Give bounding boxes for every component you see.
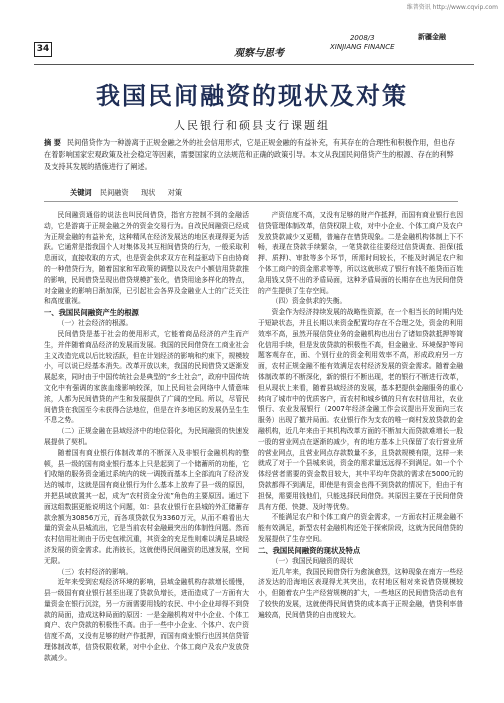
keyword: 对策 [167, 188, 183, 197]
left-column [44, 210, 249, 699]
body-paragraph: 民间借贷是基于社会的使用形式，它能着商品经济的产生而产生，并伴随着商品经济的发展而发展。我国的民间借贷在工商业社会主义改造完成以后比较活跃，但在计划经济的影响和约束下，规模较小，可以说已经基本消失。改革开放以来，我国的民间借贷又逐渐发展起来，同时由于中国传统社会是典型的“乡土社会”，政府中国传统文化中有强调的家族血缘影响较深，加上民间社会网络中人情意味浓，人都为民间借贷的产生和发展提供了广阔的空间。所以，尽管民间借贷在我国至今未获得合法地位，但是在许多地区的发展仍呈生生不息之势。 [44, 329, 249, 425]
issue-info [330, 34, 395, 52]
section-heading: 二、我国民间融资的现状及特点 [258, 545, 361, 555]
body-paragraph: 产资信度不高，又没有足够的财产作抵押，而国有商业银行也因信贷管理体制改革，信贷权限上收，对中小企业、个体工商户及农户发放贷款减少又更精，普遍存在惜贷现象。二是金融机构体制上下不畅，表现在贷款手续繁杂，一笔贷款往往要经过信贷调查、担保(抵押、质押)、审批等多个环节，所需时间较长，不能及时满足农户和个体工商户的资金需求等等，所以这就形成了银行有钱不能贷而百姓急用钱又贷不出的矛盾局面，这种矛盾局面的长期存在也为民间借贷的产生提供了生存空间。 [258, 211, 463, 295]
article-title: 我国民间融资的现状及对策 [96, 82, 408, 110]
page-header [34, 30, 474, 65]
article-author: 人民银行和硕县支行课题组 [174, 119, 330, 132]
page-number: 34 [34, 42, 52, 57]
section-heading: 一、我国民间融资产生的根源 [44, 308, 139, 318]
divider [44, 201, 458, 202]
abstract [44, 137, 458, 173]
abstract-text: 民间借贷作为一种游离于正规金融之外的社会信用形式，它是正规金融的有益补充，有其存在的合理性和积极作用，但也存在着影响国家宏观政策及社会稳定等因素，需要国家的立法规范和正确的政策引导。本文从我国民间借贷产生的根源、存在的利弊及支持其发展的措施进行了阐述。 [44, 138, 456, 171]
issue-number: 2008/3 [349, 34, 375, 42]
journal-section: 观察与思考 [234, 48, 284, 59]
subsection-heading: （一）我国民间融资的现状 [271, 556, 354, 565]
keywords [70, 188, 192, 198]
keyword: 民间融资 [99, 188, 129, 197]
keywords-label: 关键词 [70, 188, 92, 197]
journal-english-name: XINJIANG FINANCE [330, 43, 395, 51]
subsection-heading: （一）社会经济的根源。 [57, 319, 133, 328]
body-paragraph: 不能满足农户和个体工商户的资金需求，一方面农村正规金融不能有效满足，新型农村金融机构还处于探索阶段，这就为民间借贷的发展提供了生存空间。 [258, 513, 463, 543]
body-paragraph: 近年来受到宏观经济环境的影响，县域金融机构存款增长缓慢，县一级国有商业银行甚至出现了贷款负增长，进而造成了一方面有大量资金在银行沉淀，另一方面需要用钱的农民、中小企业却得不到贷款的局面，造成这种局面的原因：一是金融机构对中小企业、个体工商户、农户贷款的积极性不高。由于一些中小企业、个体户、农户资信度不高，又没有足够的财产作抵押，而国有商业银行也因其信贷管理体制改革，信贷权限收紧，对中小企业、个体工商户及农户发放贷款减少。 [44, 578, 249, 662]
keyword: 现状 [140, 188, 156, 197]
body-paragraph: 民间融资通俗的说法也叫民间借贷，指官方控制不到的金融活动，它是游离于正规金融之外的资金交易行为。自改民间融资已经成为正规金融的有益补充，这种精风在经济发展达的地区表现得更为活跃。它通常是指我国个人对集体及其互相间借贷的行为，一般采取利息面议，直接收取的方式，也是资金供求双方在利益驱动下自由协商的一种借贷行为，随着国家和军政策的调整以及农户小额信用贷款推的影响，民间借贷呈现出借贷规模扩张化，借贷用途多样化的特点，对金融业的影响日渐加深，已引起社会各界及金融业人士的广泛关注和高度重视。 [44, 211, 249, 306]
subsection-heading: （二）正规金融在县域经济中的地位弱化，为民间融资的快速发展提供了契机。 [44, 427, 249, 446]
subsection-heading: （四）资金供求的失衡。 [271, 297, 347, 306]
subsection-heading: （三）农村经济的影响。 [57, 567, 133, 576]
body-paragraph: 随着国有商业银行体制改革的不断深入及非银行金融机构的整顿，县一级的国有商业银行基本上只是起到了一个储蓄所的功能，它们收缩的服务资金通过系统内的统一调拨而基本上全部流向了经济发达的城市，这就是国有商业银行为什么基本上放弃了县一级的原因，并把县域放置其一起，成为“农村资金分流”角色的主要原因。通过下面这组数据更能说明这个问题，如：县农业银行在县城的外汇储蓄存款余额为30856万元，而各项贷款仅为3360万元，从而不难看出大量的资金从县城流出，它是当前农村金融最突出的体制性问题。然而农村信用社则由于历史包袱沉重，其资金的充足性则难以满足县域经济发展的资金需求。此消彼长，这就使得民间融资的迅速发展，空间无限。 [44, 448, 249, 565]
right-column [258, 210, 463, 699]
journal-logo: 新疆金融 [418, 33, 446, 41]
body-paragraph: 资金作为经济持续发展的战略性资源，在一个相当长的时期内处于短缺状态，并且长期以来资金配置均存在不合理之处，资金的利用效率不高，虽然开展信贷业务的金融机构也出台了诸如贷款抵押等简化信用手续，但是发放贷款的积极性不高，但金融业、环境保护等问题客观存在，面、个别行业的资金利用效率不高，形成政府另一方面，农村正规金融不能有效满足农村经济发展的资金需求。随着金融体制改革的不断深化，新的银行不断出现，老的银行不断进行改革，但从现状上来看，随着县域经济的发展，基本把提供金融服务的重心转向了城市中的优质客户，而农村和城乡镇的只有农村信用社，农业银行、农业发展银行（2007年经济金融工作会议提出开发面向三农服务）出现了撤并局面。农业银行作为支农的唯一商村发放贷款的金融机构，近几年来由于其机构改革方面的不断加大而贷款难增长一股一股的营业网点在逐渐的减少，有的地方基本上只保留了农行营业所的营业网点，且营业网点存款数量不多，且贷款规模有限，这样一来就成了对于一个县城来说，资金的需求量远远得不到满足。如一个个体经营者需要的资金数目较大，其中平均年贷款的需求在5000元的贷款都得不到满足，即使是有资金也得不到贷款的情况下，但由于有担保，需要用钱他们，只能选择民间借贷。其原因主要在于民间借贷具有方便、快捷、及时等优势。 [258, 308, 463, 511]
abstract-label: 摘 要 [44, 138, 61, 147]
watermark: 维普资讯 http://www.cqvip.com [406, 4, 498, 11]
body-paragraph: 近几年来，我国民间借贷行为愈演愈烈，这种现象在南方一些经济发达的沿海地区表现得尤其突出，农村地区相对来说借贷规模较小，但随着农户生产经营规模的扩大，一些地区的民间借贷活动也有了较快的发展，这就使得民间借贷的成本高于正规金融，借贷利率普遍较高，民间借贷的自由度较大。 [258, 567, 463, 619]
